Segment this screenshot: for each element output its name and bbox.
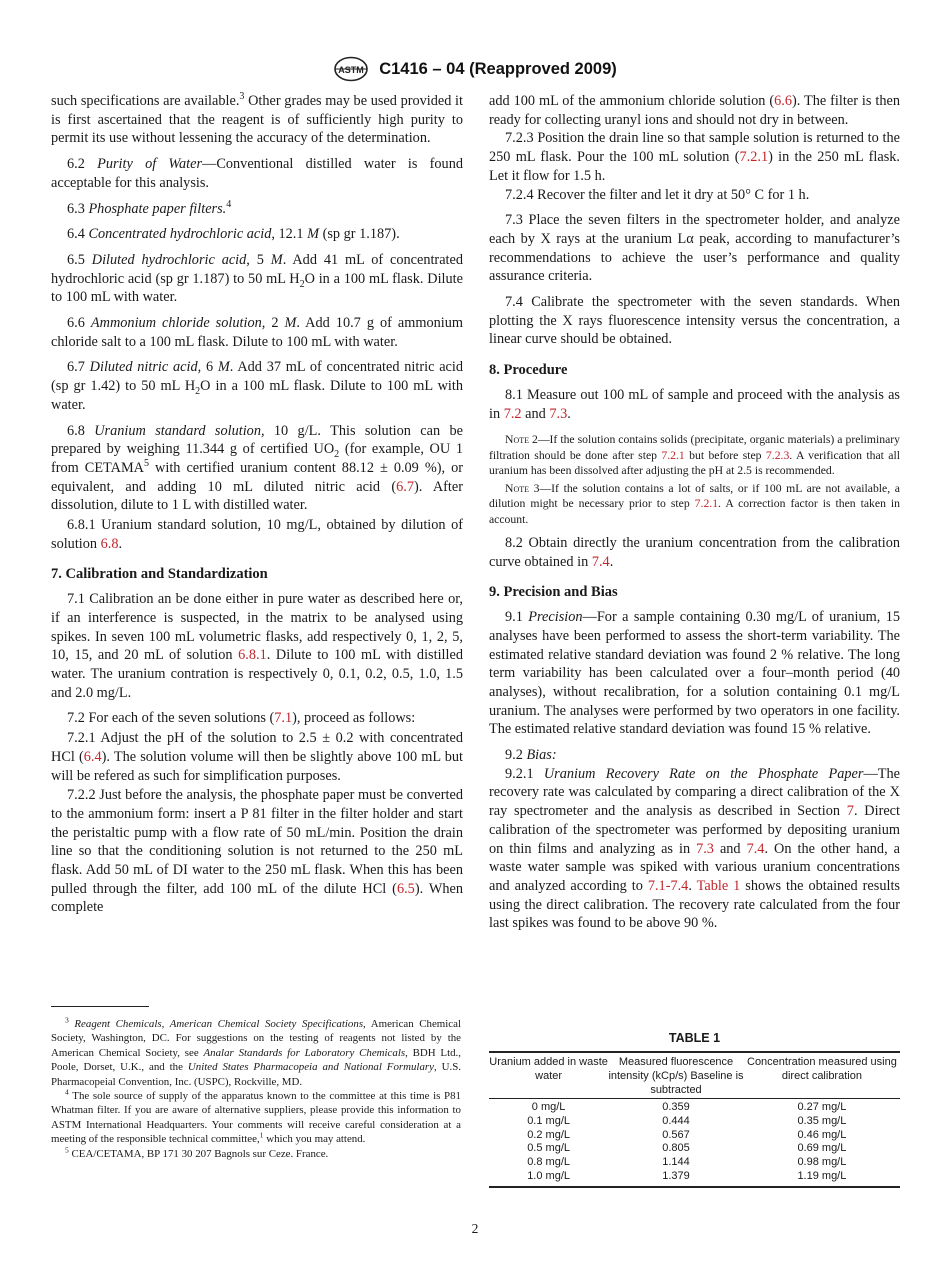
section-9-2: 9.2 Bias: — [505, 747, 557, 764]
section-7-2-4: 7.2.4 Recover the filter and let it dry at 50° C for 1 h. — [505, 186, 810, 203]
section-7-2-2: 7.2.2 Just before the analysis, the phosphate paper must be converted to the ammonium form: insert a P 81 filter in the filter holder and start the peristaltic pump with a flow rate of 50 mL/min. Position the drain line so that the conditioning solution is not returned to the 250 mL flask. Add 50 mL of DI water to the 250 mL flask. When this has been pulled through the filter, add 100 mL of the dilute HCl (6.5). When complete — [51, 787, 463, 916]
section-heading-8: 8. Procedure — [489, 362, 568, 379]
section-7-2-3: 7.2.3 Position the drain line so that sample solution is returned to the 250 mL flask. Pour the 100 mL solution (7.2.1) in the 250 mL flask. Let it flow for 1.5 h. — [489, 130, 900, 184]
link-7-2[interactable]: 7.2 — [503, 405, 522, 422]
table-1 — [489, 1031, 900, 1188]
link-7-2-1[interactable]: 7.2.1 — [739, 149, 769, 166]
table-cell: 0.98 mg/L — [797, 1156, 847, 1169]
footnote-5: $^5$ CEA/CETAMA, BP 171 30 207 Bagnols sur Ceze. France. — [65, 1145, 329, 1160]
table-cell: 1.379 — [662, 1169, 690, 1182]
column-header: Concentration measured using direct calibration — [747, 1056, 897, 1082]
table-cell: 1.19 mg/L — [797, 1169, 847, 1182]
table-row — [489, 1142, 900, 1156]
footnote-divider — [51, 1006, 149, 1007]
table-row — [489, 1156, 900, 1170]
table-cell: 0.805 — [662, 1142, 690, 1155]
page-number: 2 — [471, 1221, 479, 1236]
link-6-4[interactable]: 6.4 — [83, 748, 102, 765]
section-6-8: 6.8 Uranium standard solution, 10 g/L. This solution can be prepared by weighing 11.344 g of certified $UO_2$ (for example, OU 1 from CETAMA$^5$ with certified uranium content 88.12 ± 0.09 %), or equivalent, and adding 10 mL diluted nitric acid (6.7). After dissolution, dilute to 1 L with distilled water. — [51, 422, 463, 514]
table-cell: 0.2 mg/L — [527, 1128, 570, 1141]
left-column — [51, 92, 463, 917]
section-7-3: 7.3 Place the seven filters in the spectrometer holder, and analyze each by X rays at the uranium Lα peak, according to manufacturer’s recommendations to achieve the user’s performance and quality assurance criteria. — [489, 212, 900, 285]
table-cell: 1.0 mg/L — [527, 1169, 570, 1182]
link-section-7[interactable]: 7 — [846, 803, 854, 820]
section-6-4: 6.4 Concentrated hydrochloric acid, 12.1 M (sp gr 1.187). — [67, 226, 400, 243]
astm-logo-icon — [333, 56, 369, 82]
table-cell: 0.1 mg/L — [527, 1114, 570, 1127]
table-cell: 0.27 mg/L — [797, 1101, 847, 1113]
table-row — [489, 1129, 900, 1143]
table-row — [489, 1170, 900, 1187]
section-7-4: 7.4 Calibrate the spectrometer with the seven standards. When plotting the X rays fluorescence intensity versus the concentration, a linear curve should be obtained. — [489, 294, 900, 348]
section-7-2-1: 7.2.1 Adjust the pH of the solution to 2.5 ± 0.2 with concentrated HCl (6.4). The solution volume will then be slightly above 100 mL but will be refered as such for simplification purposes. — [51, 730, 463, 784]
link-table-1[interactable]: Table 1 — [696, 877, 741, 894]
section-heading-9: 9. Precision and Bias — [489, 584, 618, 601]
page-header — [0, 56, 950, 82]
note-2: Note 2—If the solution contains solids (precipitate, organic materials) a preliminary filtration should be done after step 7.2.1 but before step 7.2.3. A verification that all uranium has been dissolved after adjusting the pH at 2.5 is recommended. — [489, 433, 900, 477]
note-3: Note 3—If the solution contains a lot of salts, or if 100 mL are not available, a dilution might be necessary prior to step 7.2.1. A correction factor is then taken in account. — [489, 482, 900, 526]
table-cell: 0.8 mg/L — [527, 1156, 570, 1169]
section-6-6: 6.6 Ammonium chloride solution, 2 M. Add 10.7 g of ammonium chloride salt to a 100 mL flask. Dilute to 100 mL with water. — [51, 315, 464, 350]
link-7-1-7-4[interactable]: 7.1-7.4 — [647, 877, 689, 894]
table-cell: 0.359 — [662, 1101, 690, 1113]
section-7-1: 7.1 Calibration an be done either in pure water as described here or, if an interference is suspected, in the matrix to be analysed using spikes. In seven 100 mL volumetric flasks, add respectively 0, 1, 2, 5, 10, 15, and 20 mL of solution 6.8.1. Dilute to 100 mL with distilled water. The uranium contration is respectively 0, 0.1, 0.2, 0.5, 1.0, 1.5 and 2.0 mg/L. — [51, 591, 463, 701]
document-designation: C1416 – 04 (Reapproved 2009) — [379, 59, 617, 78]
table-title: TABLE 1 — [668, 1031, 721, 1045]
link-7-3[interactable]: 7.3 — [696, 840, 714, 857]
footnotes — [51, 1017, 461, 1161]
link-6-8-1[interactable]: 6.8.1 — [238, 647, 267, 664]
table-cell: 0 mg/L — [531, 1101, 566, 1113]
paragraph-continued: such specifications are available.$^3$ Other grades may be used provided it is first ascertained that the reagent is of sufficiently high purity to permit its use without lessening the accuracy of the determination. — [51, 91, 463, 147]
table-cell: 0.567 — [662, 1128, 690, 1141]
table-row — [489, 1115, 900, 1129]
table-header-row — [489, 1052, 900, 1099]
section-6-7: 6.7 Diluted nitric acid, 6 M. Add 37 mL of concentrated nitric acid (sp gr 1.42) to 50 mL $H_2O$ in a 100 mL flask. Dilute to 100 mL with water. — [51, 359, 464, 413]
table-cell: 1.144 — [662, 1156, 690, 1169]
footnote-3: $^3$ Reagent Chemicals, American Chemical Society Specifications, American Chemical Society, Washington, DC. For suggestions on the testing of reagents not listed by the American Chemical Society, see Analar Standards for Laboratory Chemicals, BDH Ltd., Poole, Dorset, U.K., and the United States Pharmacopeia and National Formulary, U.S. Pharmacopeial Convention, Inc. (USPC), Rockville, MD. — [51, 1015, 462, 1088]
link-7-4[interactable]: 7.4 — [746, 840, 765, 857]
link-7-1[interactable]: 7.1 — [274, 710, 293, 727]
table-cell: 0.5 mg/L — [527, 1142, 570, 1155]
section-9-1: 9.1 Precision—For a sample containing 0.30 mg/L of uranium, 15 analyses have been performed to assess the short-term variability. The estimated relative standard deviation was found 2 % relative. The long term variability has been calculated over a four–month period (40 analyses), without recalibration, for a solution containing 0.1 mg/L uranium. The analyses were performed by two operators in one facility. The estimated relative standard deviation was found 15 % relative. — [489, 609, 900, 738]
column-header: Uranium added in waste water — [489, 1056, 608, 1082]
link-7-2-3[interactable]: 7.2.3 — [765, 448, 790, 462]
section-6-2: 6.2 Purity of Water—Conventional distilled water is found acceptable for this analysis. — [51, 156, 463, 191]
data-table — [489, 1051, 900, 1188]
section-heading-7: 7. Calibration and Standardization — [51, 566, 268, 583]
paragraph-continued-right: add 100 mL of the ammonium chloride solution (6.6). The filter is then ready for collecting uranyl ions and should not dry in between. — [489, 93, 900, 128]
table-cell: 0.46 mg/L — [797, 1128, 847, 1141]
section-8-1: 8.1 Measure out 100 mL of sample and proceed with the analysis as in 7.2 and 7.3. — [489, 386, 900, 422]
right-column — [489, 92, 900, 933]
footnote-4: $^4$ The sole source of supply of the apparatus known to the committee at this time is P81 Whatman filter. If you are aware of alternative suppliers, please provide this information to ASTM International Headquarters. Your comments will receive careful consideration at a meeting of the responsible technical committee,$^1$ which you may attend. — [51, 1087, 461, 1146]
section-9-2-1: 9.2.1 Uranium Recovery Rate on the Phosphate Paper—The recovery rate was calculated by comparing a direct calibration of the X ray spectrometer and the analysis as described in Section 7. Direct calibration of the spectrometer was performed by depositing uranium on thin films and analyzing as in 7.3 and 7.4. On the other hand, a waste water sample was spiked with various uranium concentrations and analyzed according to 7.1-7.4. Table 1 shows the obtained results using the direct calibration. The recovery rate calculated from the four last spikes was found to be above 90 %. — [489, 765, 900, 932]
section-6-3: 6.3 Phosphate paper filters.$^4$ — [67, 198, 232, 217]
section-6-5: 6.5 Diluted hydrochloric acid, 5 M. Add 41 mL of concentrated hydrochloric acid (sp gr 1.187) to 50 mL $H_2O$ in a 100 mL flask. Dilute to 100 mL with water. — [51, 251, 464, 306]
link-7-4[interactable]: 7.4 — [591, 553, 610, 570]
link-6-8[interactable]: 6.8 — [100, 535, 119, 552]
link-6-6[interactable]: 6.6 — [774, 93, 792, 109]
table-row — [489, 1099, 900, 1115]
link-7-2-1[interactable]: 7.2.1 — [661, 448, 685, 462]
link-6-5[interactable]: 6.5 — [396, 880, 415, 897]
link-7-2-1[interactable]: 7.2.1 — [694, 497, 719, 511]
section-7-2: 7.2 For each of the seven solutions (7.1), proceed as follows: — [67, 710, 416, 727]
column-header: Measured fluorescence intensity (kCp/s) Baseline is subtracted — [608, 1056, 744, 1096]
table-cell: 0.69 mg/L — [797, 1142, 847, 1155]
section-8-2: 8.2 Obtain directly the uranium concentration from the calibration curve obtained in 7.4. — [489, 535, 900, 570]
section-6-8-1: 6.8.1 Uranium standard solution, 10 mg/L, obtained by dilution of solution 6.8. — [51, 517, 463, 552]
table-cell: 0.35 mg/L — [797, 1114, 847, 1127]
svg-text:ASTM: ASTM — [338, 65, 364, 75]
table-cell: 0.444 — [662, 1114, 690, 1127]
link-7-3[interactable]: 7.3 — [549, 405, 568, 422]
link-6-7[interactable]: 6.7 — [396, 478, 414, 495]
